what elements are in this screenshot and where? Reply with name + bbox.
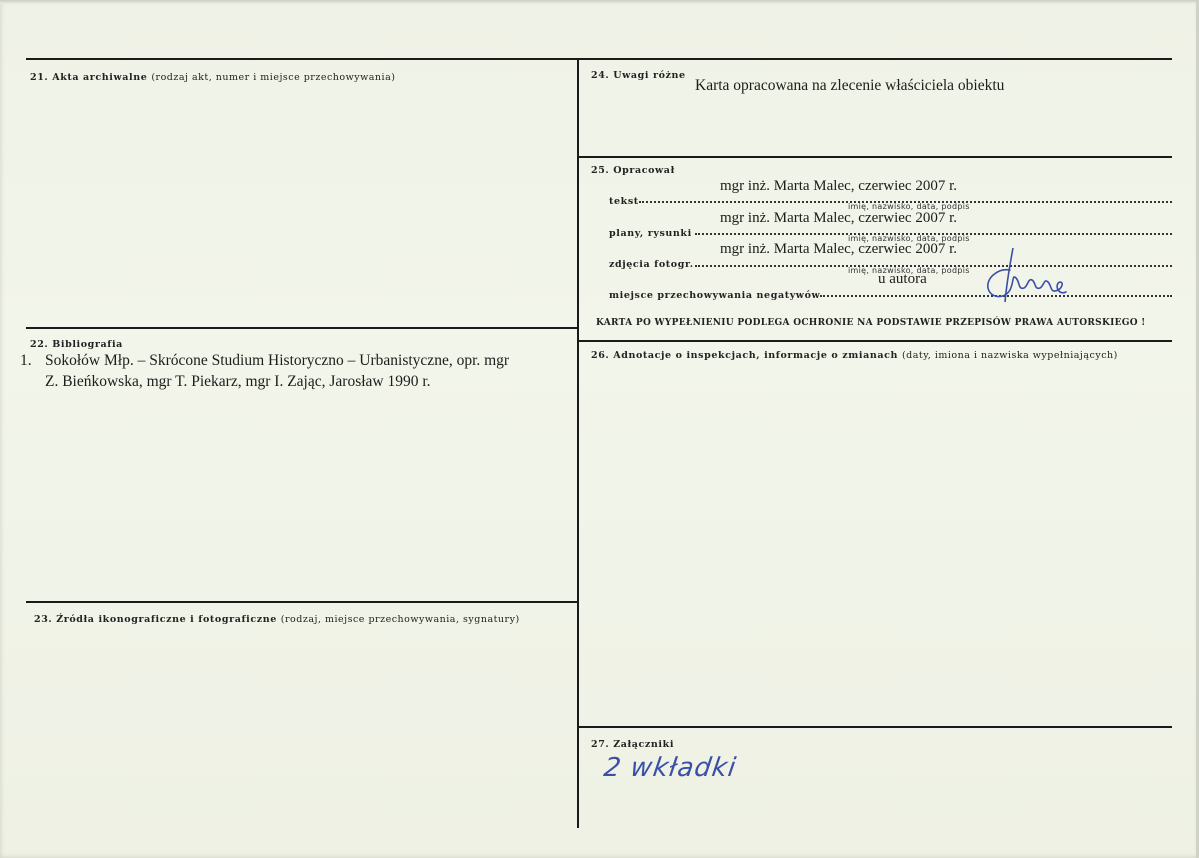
section-26-heading bbox=[591, 350, 1118, 361]
section-24-title: 24. Uwagi różne bbox=[591, 70, 686, 81]
field-value-text: mgr inż. Marta Malec, czerwiec 2007 r. bbox=[720, 178, 957, 194]
field-value-photos: mgr inż. Marta Malec, czerwiec 2007 r. bbox=[720, 241, 957, 257]
field-label-plans: plany, rysunki bbox=[609, 228, 692, 239]
center-divider bbox=[577, 58, 579, 828]
copyright-warning: KARTA PO WYPEŁNIENIU PODLEGA OCHRONIE NA PODSTAWIE PRZEPISÓW PRAWA AUTORSKIEGO ! bbox=[596, 318, 1146, 328]
rule-23 bbox=[26, 601, 577, 603]
section-21-hint: (rodzaj akt, numer i miejsce przechowywania) bbox=[151, 72, 396, 83]
field-caption: imię, nazwisko, data, podpis bbox=[848, 266, 970, 275]
bibliography-line-1: Sokołów Młp. – Skrócone Studium Historyczno – Urbanistyczne, opr. mgr bbox=[45, 352, 510, 369]
section-26-title: 26. Adnotacje o inspekcjach, informacje o zmianach bbox=[591, 350, 899, 361]
section-24-value: Karta opracowana na zlecenie właściciela obiektu bbox=[695, 77, 1005, 94]
bibliography-item-number: 1. bbox=[20, 352, 32, 369]
field-label-negatives: miejsce przechowywania negatywów bbox=[609, 290, 821, 301]
rule-26 bbox=[577, 340, 1172, 342]
bibliography-line-2: Z. Bieńkowska, mgr T. Piekarz, mgr I. Zając, Jarosław 1990 r. bbox=[45, 373, 431, 390]
section-25-title: 25. Opracował bbox=[591, 165, 675, 176]
signature-icon bbox=[980, 244, 1075, 306]
section-23-heading bbox=[34, 614, 520, 625]
field-label-text: tekst bbox=[609, 196, 639, 207]
field-value-negatives: u autora bbox=[878, 271, 927, 287]
section-26-hint: (daty, imiona i nazwiska wypełniających) bbox=[901, 350, 1118, 361]
section-23-hint: (rodzaj, miejsce przechowywania, sygnatury) bbox=[280, 614, 520, 625]
section-21-title: 21. Akta archiwalne bbox=[30, 72, 148, 83]
section-22-title: 22. Bibliografia bbox=[30, 339, 123, 350]
field-value-plans: mgr inż. Marta Malec, czerwiec 2007 r. bbox=[720, 210, 957, 226]
field-caption: imię, nazwisko, data, podpis bbox=[848, 202, 970, 211]
attachments-handwritten: 2 wkładki bbox=[601, 753, 739, 783]
rule-22 bbox=[26, 327, 577, 329]
rule-27 bbox=[577, 726, 1172, 728]
section-23-title: 23. Źródła ikonograficzne i fotograficzne bbox=[34, 614, 277, 625]
section-21-heading bbox=[30, 72, 395, 83]
field-caption: imię, nazwisko, data, podpis bbox=[848, 234, 970, 243]
rule-25 bbox=[577, 156, 1172, 158]
section-27-title: 27. Załączniki bbox=[591, 739, 675, 750]
top-rule bbox=[26, 58, 1172, 60]
field-label-photos: zdjęcia fotogr. bbox=[609, 259, 694, 270]
